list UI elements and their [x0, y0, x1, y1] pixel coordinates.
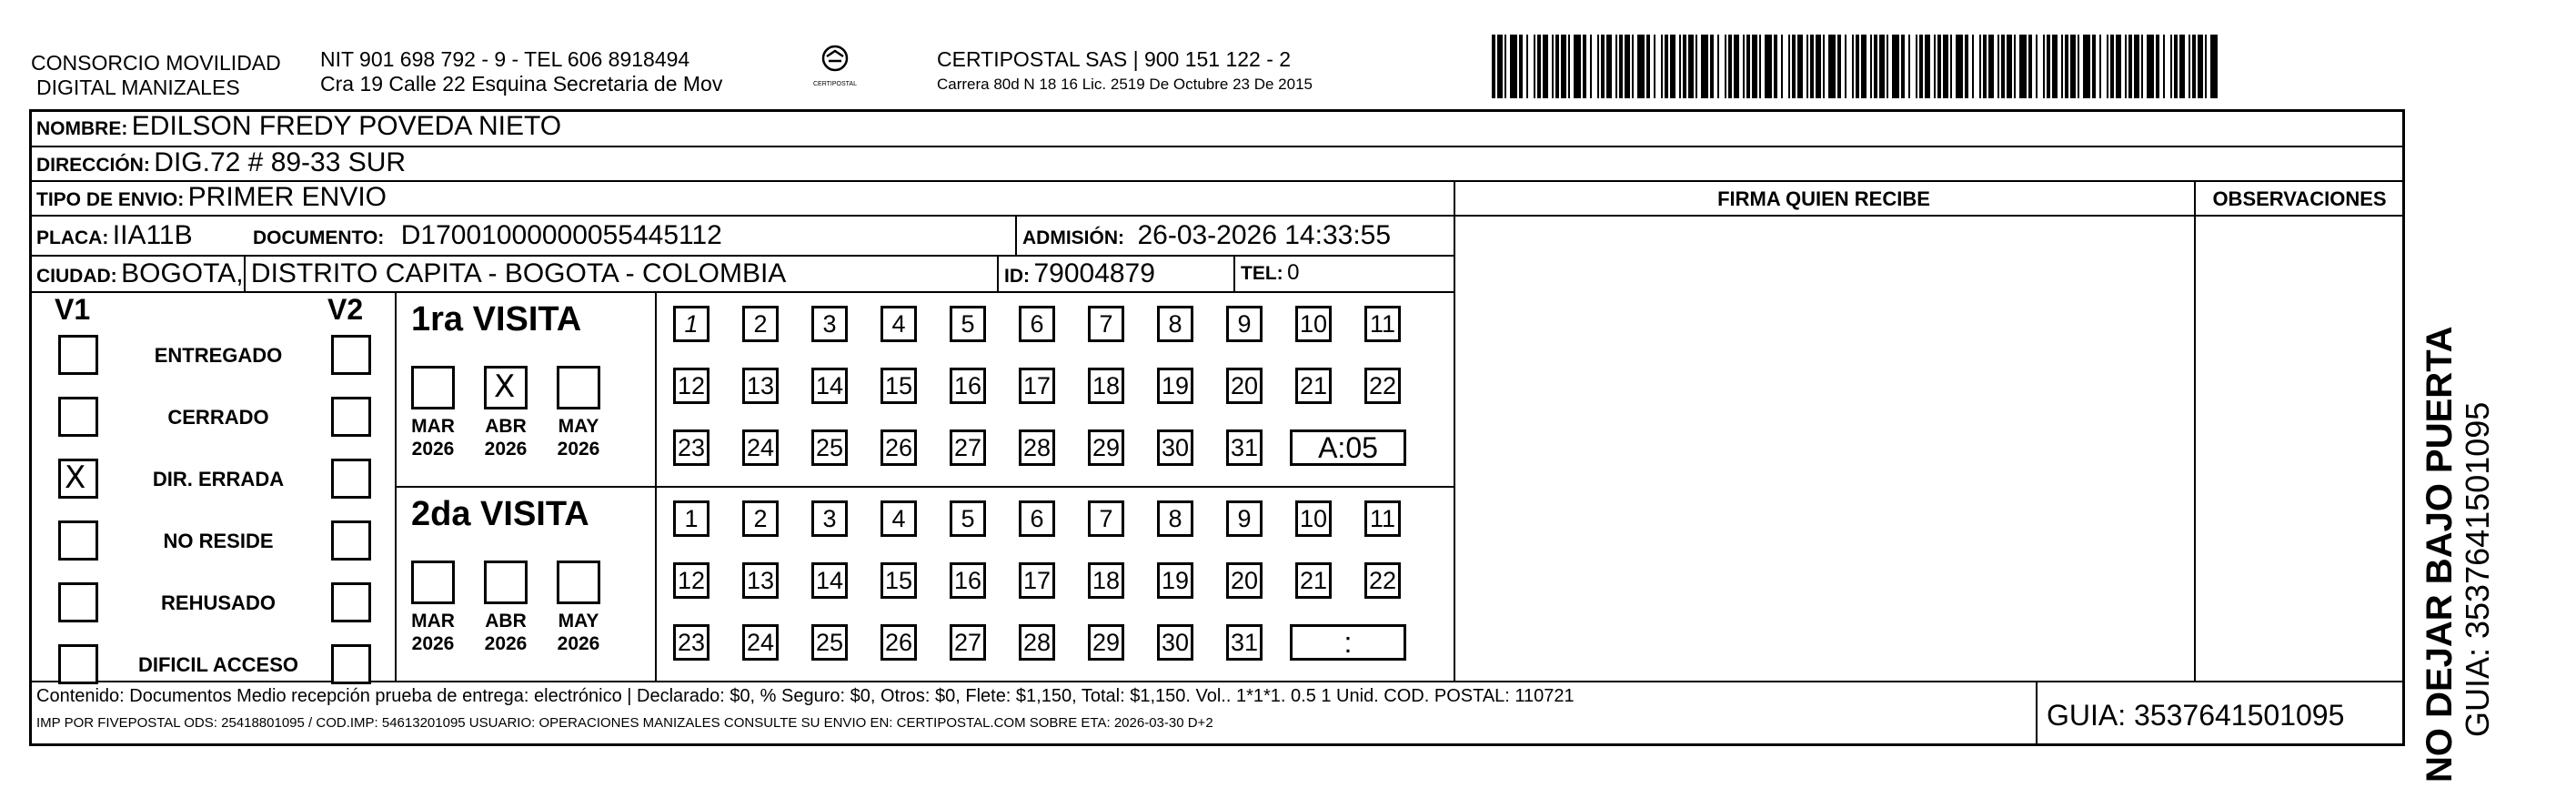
day-box[interactable]: 25: [811, 429, 848, 466]
day-box[interactable]: 26: [880, 429, 917, 466]
no-dejar-warning: NO DEJAR BAJO PUERTA: [2420, 326, 2460, 783]
day-box[interactable]: 9: [1226, 306, 1263, 342]
day-box[interactable]: 24: [742, 624, 779, 661]
footer-content: Contenido: Documentos Medio recepción prueba de entrega: electrónico | Declarado: $0, % Seguro: $0, Otros: $0, Flete: $1,150, Total: $1,150. Vol.. 1*1*1. 0.5 1 Unid. COD. POSTAL: 110721: [36, 686, 1575, 706]
day-box[interactable]: 16: [950, 562, 986, 599]
v1-checkbox[interactable]: [58, 644, 98, 684]
day-box[interactable]: 20: [1226, 368, 1263, 404]
day-box[interactable]: 3: [811, 500, 848, 537]
day-box[interactable]: 25: [811, 624, 848, 661]
day-box[interactable]: 9: [1226, 500, 1263, 537]
v2-checkbox[interactable]: [331, 520, 371, 561]
day-box[interactable]: 30: [1157, 624, 1193, 661]
day-box[interactable]: 30: [1157, 429, 1193, 466]
status-option-label: ENTREGADO: [154, 344, 283, 367]
day-box[interactable]: 7: [1088, 500, 1124, 537]
day-box[interactable]: 31: [1226, 624, 1263, 661]
day-box[interactable]: 22: [1364, 562, 1401, 599]
month-label: ABR 2026: [484, 416, 528, 460]
city-field: CIUDAD: BOGOTA, DISTRITO CAPITA - BOGOTA - COLOMBIA: [36, 258, 787, 288]
day-box[interactable]: 31: [1226, 429, 1263, 466]
day-box[interactable]: 24: [742, 429, 779, 466]
month-checkbox[interactable]: [411, 366, 455, 409]
recipient-name: EDILSON FREDY POVEDA NIETO: [131, 111, 562, 141]
day-box[interactable]: 5: [950, 500, 986, 537]
day-box[interactable]: 8: [1157, 306, 1193, 342]
shipment-type-row: TIPO DE ENVIO: PRIMER ENVIO: [36, 182, 387, 212]
side-text: [2420, 326, 2496, 783]
visit-time-box[interactable]: :: [1290, 624, 1406, 661]
day-box[interactable]: 15: [880, 368, 917, 404]
v1-checkbox[interactable]: [58, 520, 98, 561]
side-guia: GUIA: 3537641501095: [2459, 401, 2496, 737]
day-box[interactable]: 19: [1157, 368, 1193, 404]
day-box[interactable]: 18: [1088, 562, 1124, 599]
observations-area[interactable]: [2196, 218, 2403, 679]
month-checkbox[interactable]: [411, 561, 455, 604]
day-box[interactable]: 2: [742, 500, 779, 537]
check-mark: X: [65, 460, 86, 496]
v2-checkbox[interactable]: [331, 459, 371, 499]
recipient-name-row: NOMBRE: EDILSON FREDY POVEDA NIETO: [36, 111, 562, 141]
day-box[interactable]: 23: [673, 429, 709, 466]
status-option-label: REHUSADO: [161, 591, 276, 614]
signature-area[interactable]: [1455, 218, 2192, 679]
day-box[interactable]: 16: [950, 368, 986, 404]
footer-print-info: IMP POR FIVEPOSTAL ODS: 25418801095 / COD.IMP: 54613201095 USUARIO: OPERACIONES MANIZALES CONSULTE SU ENVIO EN: CERTIPOSTAL.COM SOBRE ETA: 2026-03-30 D+2: [36, 715, 1213, 731]
day-box[interactable]: 1: [673, 500, 709, 537]
day-box[interactable]: 14: [811, 368, 848, 404]
day-box[interactable]: 18: [1088, 368, 1124, 404]
day-box[interactable]: 1: [673, 306, 709, 342]
day-box[interactable]: 12: [673, 368, 709, 404]
v1-label: V1: [55, 293, 91, 326]
day-box[interactable]: 6: [1019, 306, 1055, 342]
day-box[interactable]: 3: [811, 306, 848, 342]
recipient-address: DIG.72 # 89-33 SUR: [154, 147, 407, 177]
footer-guia: GUIA: 3537641501095: [2047, 699, 2345, 732]
shipment-type: PRIMER ENVIO: [187, 182, 387, 212]
day-box[interactable]: 22: [1364, 368, 1401, 404]
day-box[interactable]: 26: [880, 624, 917, 661]
status-option-label: NO RESIDE: [163, 530, 274, 552]
day-box[interactable]: 17: [1019, 368, 1055, 404]
day-box[interactable]: 28: [1019, 429, 1055, 466]
day-box[interactable]: 10: [1295, 500, 1332, 537]
day-box[interactable]: 6: [1019, 500, 1055, 537]
signature-header: FIRMA QUIEN RECIBE: [1717, 187, 1930, 210]
day-box[interactable]: 29: [1088, 624, 1124, 661]
day-box[interactable]: 13: [742, 562, 779, 599]
recipient-address-row: DIRECCIÓN: DIG.72 # 89-33 SUR: [36, 147, 407, 177]
month-checkbox[interactable]: [557, 561, 600, 604]
day-box[interactable]: 14: [811, 562, 848, 599]
day-box[interactable]: 21: [1295, 562, 1332, 599]
day-box[interactable]: 10: [1295, 306, 1332, 342]
day-box[interactable]: 12: [673, 562, 709, 599]
document-field: DOCUMENTO: D17001000000055445112: [253, 220, 722, 250]
tel-field: TEL: 0: [1241, 260, 1300, 285]
sender-contact: NIT 901 698 792 - 9 - TEL 606 8918494 Cra 19 Calle 22 Esquina Secretaria de Mov: [320, 47, 723, 96]
day-box[interactable]: 21: [1295, 368, 1332, 404]
status-option-label: DIR. ERRADA: [152, 468, 285, 490]
company-info: CERTIPOSTAL SAS | 900 151 122 - 2 Carrera 80d N 18 16 Lic. 2519 De Octubre 23 De 2015: [937, 47, 1313, 93]
day-box[interactable]: 19: [1157, 562, 1193, 599]
v2-checkbox[interactable]: [331, 397, 371, 437]
month-checkbox[interactable]: [484, 561, 528, 604]
day-box[interactable]: 4: [880, 306, 917, 342]
month-label: MAR 2026: [411, 611, 455, 654]
logo-icon: [817, 44, 853, 76]
v2-checkbox[interactable]: [331, 335, 371, 375]
barcode: [1492, 35, 2219, 98]
sender-name: CONSORCIO MOVILIDAD DIGITAL MANIZALES: [31, 51, 281, 99]
month-checkbox[interactable]: [484, 366, 528, 409]
month-label: ABR 2026: [484, 611, 528, 654]
day-box[interactable]: 15: [880, 562, 917, 599]
day-box[interactable]: 11: [1364, 500, 1401, 537]
v1-checkbox[interactable]: [58, 397, 98, 437]
v1-checkbox[interactable]: [58, 335, 98, 375]
month-label: MAY 2026: [557, 416, 600, 460]
status-option-label: CERRADO: [167, 406, 269, 429]
day-box[interactable]: 29: [1088, 429, 1124, 466]
visit-title: 1ra VISITA: [411, 300, 582, 338]
plate-field: PLACA: IIA11B: [36, 220, 193, 250]
observations-header: OBSERVACIONES: [2212, 187, 2387, 210]
v2-label: V2: [327, 293, 364, 326]
day-box[interactable]: 2: [742, 306, 779, 342]
day-box[interactable]: 13: [742, 368, 779, 404]
day-box[interactable]: 4: [880, 500, 917, 537]
month-label: MAY 2026: [557, 611, 600, 654]
id-field: ID: 79004879: [1004, 258, 1155, 288]
certipostal-logo: CERTIPOSTAL: [810, 44, 860, 88]
day-box[interactable]: 7: [1088, 306, 1124, 342]
v2-checkbox[interactable]: [331, 582, 371, 622]
day-box[interactable]: 5: [950, 306, 986, 342]
day-box[interactable]: 11: [1364, 306, 1401, 342]
visit-title: 2da VISITA: [411, 495, 589, 533]
check-mark: X: [494, 369, 516, 405]
month-label: MAR 2026: [411, 416, 455, 460]
day-box[interactable]: 27: [950, 429, 986, 466]
v1-checkbox[interactable]: [58, 459, 98, 499]
status-option-label: DIFICIL ACCESO: [137, 653, 298, 676]
day-box[interactable]: 8: [1157, 500, 1193, 537]
visit-time-box[interactable]: A:05: [1290, 429, 1406, 466]
v1-checkbox[interactable]: [58, 582, 98, 622]
day-box[interactable]: 20: [1226, 562, 1263, 599]
day-box[interactable]: 23: [673, 624, 709, 661]
admission-field: ADMISIÓN: 26-03-2026 14:33:55: [1022, 220, 1392, 250]
day-box[interactable]: 27: [950, 624, 986, 661]
month-checkbox[interactable]: [557, 366, 600, 409]
v2-checkbox[interactable]: [331, 644, 371, 684]
day-box[interactable]: 17: [1019, 562, 1055, 599]
day-box[interactable]: 28: [1019, 624, 1055, 661]
